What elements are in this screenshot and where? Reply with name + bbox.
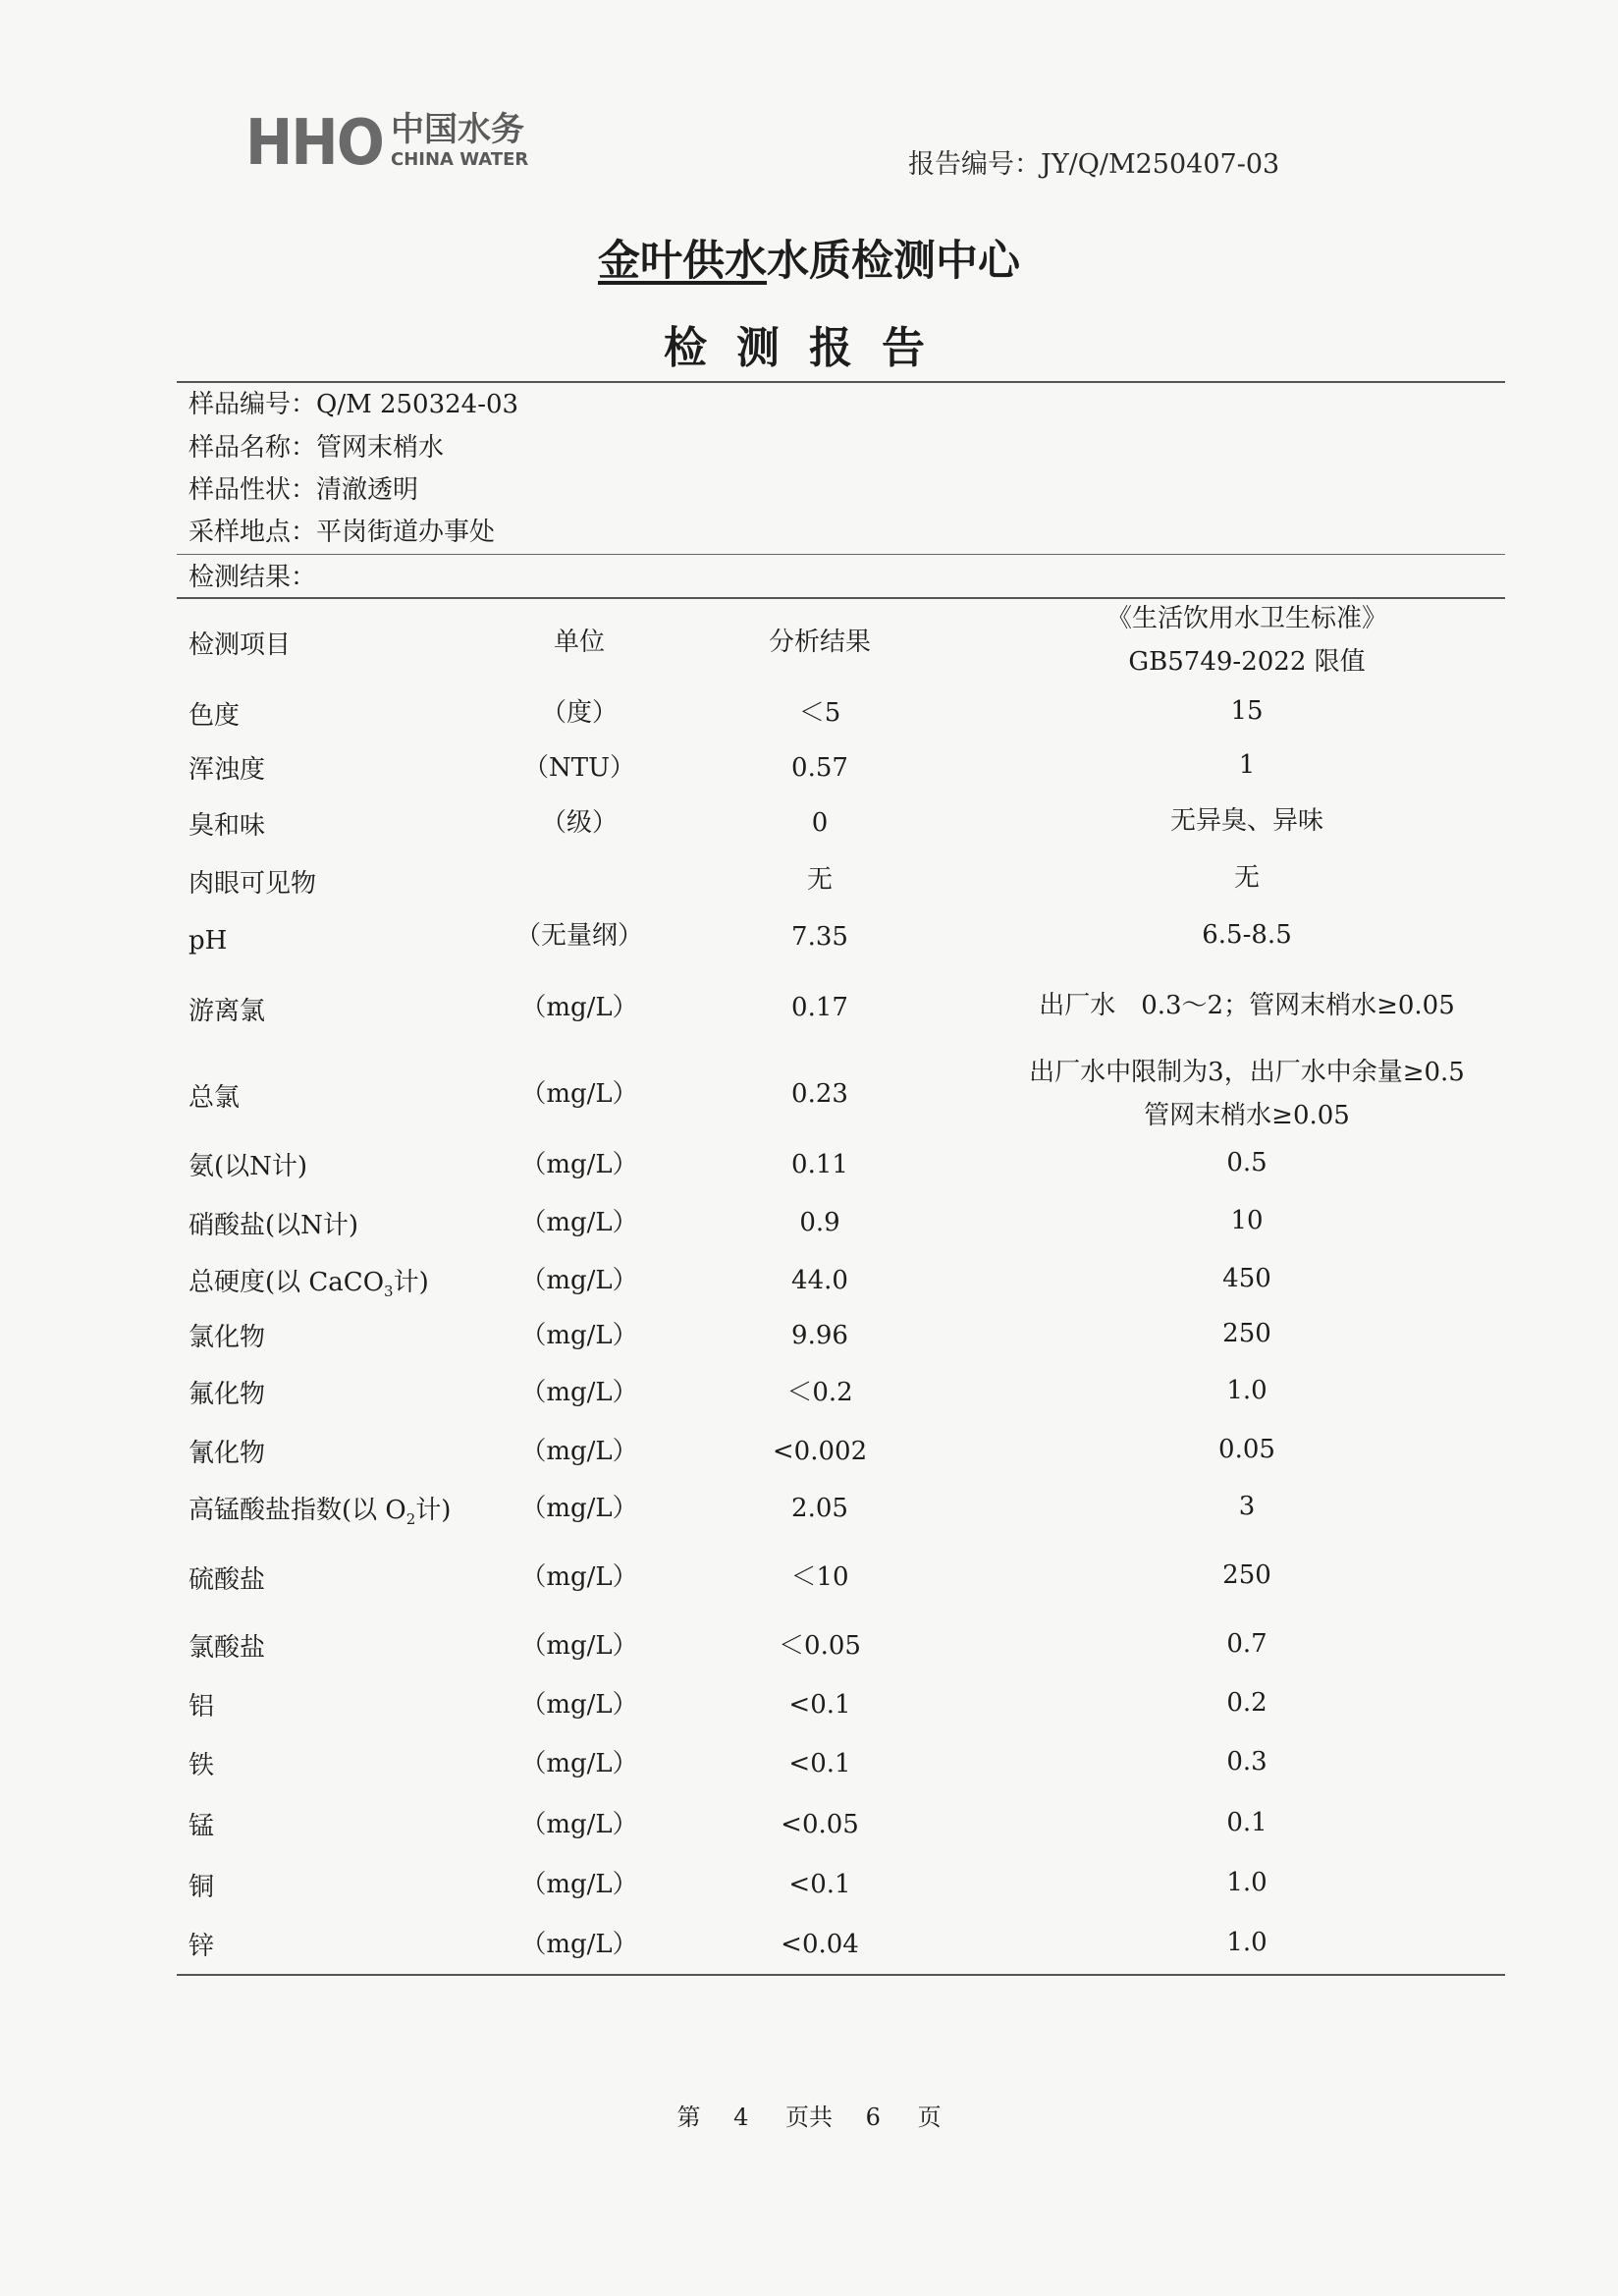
row-unit: （mg/L）: [520, 1494, 638, 1523]
row-unit: （mg/L）: [520, 1437, 638, 1466]
row-item: 铜: [189, 1873, 215, 1902]
row-unit: （mg/L）: [520, 1208, 638, 1237]
row-standard: 0.3: [1226, 1747, 1267, 1777]
row-unit: （无量纲）: [514, 921, 643, 951]
row-standard: 0.2: [1226, 1688, 1267, 1718]
row-unit: （mg/L）: [520, 1562, 638, 1592]
row-unit: （mg/L）: [520, 1079, 638, 1109]
row-item: 肉眼可见物: [189, 869, 317, 899]
row-item: 氰化物: [189, 1439, 266, 1468]
row-item: 锌: [189, 1932, 215, 1961]
row-standard: 1.0: [1226, 1376, 1267, 1405]
header-item: 检测项目: [189, 630, 292, 660]
divider-top: [177, 381, 1505, 383]
row-item: 总硬度(以 CaCO$_3$计): [189, 1268, 429, 1301]
row-item: 硫酸盐: [189, 1565, 266, 1595]
row-result: 7.35: [791, 922, 848, 952]
results-label: 检测结果：: [189, 563, 317, 592]
row-result: 0.11: [791, 1150, 848, 1179]
page-label-mid: 页共: [785, 2104, 833, 2131]
row-item: 臭和味: [189, 811, 266, 841]
row-unit: （mg/L）: [520, 1810, 638, 1839]
row-standard: 0.7: [1226, 1629, 1267, 1659]
row-result: <0.002: [772, 1437, 868, 1466]
row-item: 高锰酸盐指数(以 $O_2$计): [189, 1496, 452, 1529]
sample-number: 样品编号：Q/M 250324-03: [189, 390, 519, 419]
row-unit: （mg/L）: [520, 1870, 638, 1899]
row-result: 无: [806, 865, 833, 895]
row-unit: （mg/L）: [520, 1150, 638, 1179]
row-standard: 1: [1238, 750, 1256, 780]
row-result: ＜0.05: [779, 1631, 861, 1661]
row-result: ＜5: [798, 698, 841, 728]
row-standard: 450: [1222, 1264, 1271, 1293]
header-result: 分析结果: [768, 628, 871, 657]
row-item: 氯酸盐: [189, 1633, 266, 1663]
row-unit: （mg/L）: [520, 993, 638, 1022]
row-unit: （度）: [540, 698, 618, 728]
organization-title: [0, 228, 1618, 288]
row-item: 硝酸盐(以N计): [189, 1211, 359, 1240]
row-item: 铁: [189, 1751, 215, 1780]
page-number: [0, 2098, 1618, 2132]
row-item: 氟化物: [189, 1380, 266, 1409]
row-standard: 1.0: [1226, 1868, 1267, 1897]
row-unit: （mg/L）: [520, 1266, 638, 1295]
row-unit: （mg/L）: [520, 1321, 638, 1350]
row-result: <0.05: [781, 1810, 859, 1839]
row-unit: （mg/L）: [520, 1690, 638, 1720]
row-standard: 250: [1222, 1319, 1271, 1348]
row-result: 9.96: [791, 1321, 848, 1350]
logo-cn-text: 中国水务: [391, 110, 524, 149]
row-result: <0.1: [788, 1749, 851, 1778]
row-item: 锰: [189, 1812, 215, 1841]
row-standard: 出厂水中限制为3，出厂水中余量≥0.5: [1029, 1058, 1465, 1087]
row-result: 0.9: [799, 1208, 840, 1237]
header-standard-line1: 《生活饮用水卫生标准》: [1106, 604, 1387, 633]
org-title-underlined: 金叶供水: [598, 237, 767, 286]
row-item: 浑浊度: [189, 755, 266, 785]
row-result: 0: [811, 808, 829, 838]
sample-name: 样品名称：管网末梢水: [189, 433, 445, 463]
sample-appearance: 样品性状：清澈透明: [189, 475, 419, 505]
page-label-suffix: 页: [917, 2104, 942, 2131]
row-result: <0.1: [788, 1870, 851, 1899]
row-item: 游离氯: [189, 997, 266, 1026]
row-item: 色度: [189, 701, 241, 731]
row-result: ＜10: [790, 1562, 849, 1592]
row-item: 氨(以N计): [189, 1152, 308, 1181]
row-standard: 0.1: [1226, 1808, 1267, 1837]
header-unit: 单位: [553, 628, 605, 657]
row-unit: （mg/L）: [520, 1378, 638, 1407]
row-result: ＜0.2: [786, 1378, 853, 1407]
row-standard: 无异臭、异味: [1169, 806, 1323, 836]
row-standard: 无: [1233, 863, 1260, 893]
row-result: 0.57: [791, 753, 848, 783]
row-standard: 250: [1222, 1560, 1271, 1590]
row-result: 0.23: [791, 1079, 848, 1109]
row-item: 总氯: [189, 1083, 241, 1113]
document-title: 检测报告: [664, 323, 954, 373]
row-item: pH: [189, 926, 228, 956]
row-item: 铝: [189, 1692, 215, 1722]
page-label-prefix: 第: [676, 2104, 701, 2131]
row-standard: 出厂水 0.3～2；管网末梢水≥0.05: [1039, 991, 1455, 1020]
row-result: 44.0: [791, 1266, 848, 1295]
divider-table-bottom: [177, 1974, 1505, 1976]
row-standard-line2: 管网末梢水≥0.05: [1144, 1101, 1350, 1130]
header-standard-line2: GB5749-2022 限值: [1128, 647, 1366, 677]
current-page: 4: [733, 2104, 749, 2131]
row-standard: 0.05: [1218, 1435, 1275, 1464]
total-pages: 6: [865, 2104, 881, 2131]
report-number: 报告编号：JY/Q/M250407-03: [908, 149, 1280, 180]
row-standard: 0.5: [1226, 1148, 1267, 1177]
logo-mark: HHO: [245, 107, 383, 180]
row-result: 0.17: [791, 993, 848, 1022]
row-result: <0.1: [788, 1690, 851, 1720]
divider-info: [177, 554, 1505, 555]
row-standard: 3: [1238, 1492, 1256, 1521]
row-result: 2.05: [791, 1494, 848, 1523]
org-title-rest: 水质检测中心: [767, 237, 1020, 286]
row-item: 氯化物: [189, 1323, 266, 1352]
row-standard: 1.0: [1226, 1928, 1267, 1957]
row-result: <0.04: [781, 1930, 859, 1959]
row-unit: （mg/L）: [520, 1930, 638, 1959]
row-standard: 6.5-8.5: [1202, 920, 1292, 950]
row-standard: 10: [1230, 1206, 1264, 1235]
sampling-location: 采样地点：平岗街道办事处: [189, 518, 496, 547]
row-standard: 15: [1230, 696, 1264, 726]
row-unit: （级）: [540, 808, 618, 838]
row-unit: （mg/L）: [520, 1631, 638, 1661]
row-unit: （NTU）: [522, 753, 635, 783]
logo-en-text: CHINA WATER: [391, 149, 529, 170]
row-unit: （mg/L）: [520, 1749, 638, 1778]
